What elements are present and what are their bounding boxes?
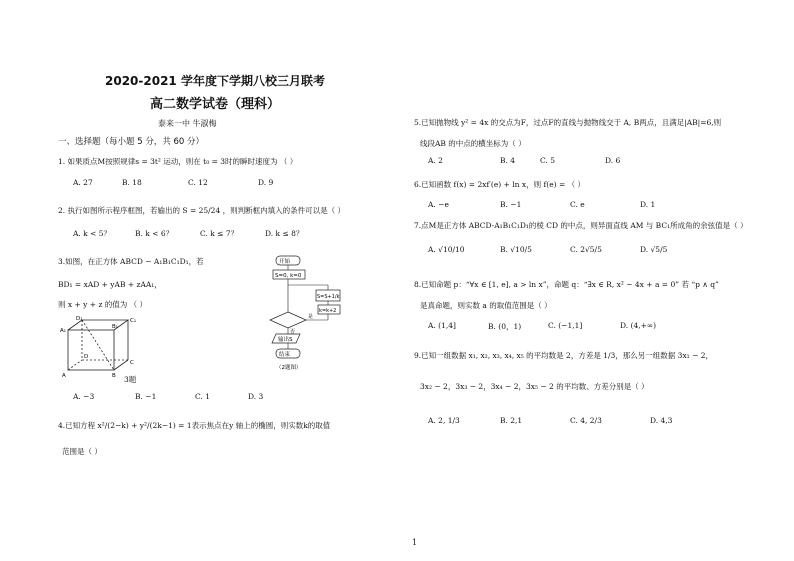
q8-option-c: C. (−1,1] bbox=[548, 321, 583, 330]
question-2: 2. 执行如图所示程序框图，若输出的 S = 25/24 ，则判断框内填入的条件可以是（ ） bbox=[58, 206, 345, 215]
cube-figure bbox=[60, 316, 140, 378]
cube-label-a: A bbox=[62, 373, 66, 378]
q5-option-b: B. 4 bbox=[500, 156, 516, 165]
question-5-line2: 线段AB 的中点的横坐标为（ ） bbox=[420, 139, 526, 148]
page-number: 1 bbox=[412, 538, 418, 547]
flow-start: 开始 bbox=[279, 259, 291, 265]
q6-option-c: C. e bbox=[570, 200, 585, 209]
exam-author: 泰来一中 牛淑梅 bbox=[158, 119, 217, 128]
q2-option-d: D. k ≤ 8？ bbox=[265, 229, 304, 238]
cube-label-a1: A₁ bbox=[60, 328, 66, 334]
q7-option-b: B. √10/5 bbox=[500, 245, 532, 254]
q6-option-d: D. 1 bbox=[640, 200, 656, 209]
q6-option-a: A. −e bbox=[428, 200, 449, 209]
flow-yes: 是 bbox=[308, 314, 314, 320]
q6-option-b: B. −1 bbox=[500, 200, 522, 209]
q9-option-c: C. 4, 2/3 bbox=[570, 416, 602, 425]
question-8-line2: 是真命题，则实数 a 的取值范围是（ ） bbox=[420, 301, 552, 310]
q5-option-a: A. 2 bbox=[428, 156, 443, 165]
flow-init: S=0, k=0 bbox=[275, 273, 302, 279]
q8-option-b: B. (0，1) bbox=[488, 322, 522, 331]
q5-option-d: D. 6 bbox=[605, 156, 621, 165]
q9-option-b: B. 2,1 bbox=[500, 416, 523, 425]
question-3-line2: BD₁ = xAD + yAB + zAA₁， bbox=[58, 280, 162, 289]
q7-option-a: A. √10/10 bbox=[428, 245, 465, 254]
flow-output: 输出S bbox=[278, 337, 293, 343]
q7-option-d: D. √5/5 bbox=[640, 245, 668, 254]
q3-option-b: B. −1 bbox=[135, 392, 157, 401]
cube-label-d: D bbox=[84, 354, 89, 360]
q9-option-d: D. 4,3 bbox=[650, 416, 673, 425]
q1-option-b: B. 18 bbox=[122, 178, 142, 187]
cube-label-b1: B₁ bbox=[112, 324, 118, 330]
q2-option-c: C. k ≤ 7？ bbox=[200, 229, 239, 238]
q7-option-c: C. 2√5/5 bbox=[570, 245, 602, 254]
question-4-line2: 范围是（ ） bbox=[62, 447, 102, 456]
q2-option-a: A. k < 5？ bbox=[73, 229, 112, 238]
q2-option-b: B. k < 6？ bbox=[135, 229, 174, 238]
cube-label-b: B bbox=[112, 373, 116, 378]
q1-option-d: D. 9 bbox=[258, 178, 274, 187]
q1-option-a: A. 27 bbox=[73, 178, 93, 187]
q9-option-a: A. 2, 1/3 bbox=[428, 416, 460, 425]
flow-update-s: S=S+1/k bbox=[317, 294, 340, 300]
exam-subtitle: 高二数学试卷（理科） bbox=[150, 97, 281, 112]
q8-option-a: A. (1,4] bbox=[428, 321, 456, 330]
question-3-line3: 则 x + y + z 的值为 （ ） bbox=[58, 300, 148, 309]
question-9-line1: 9.已知一组数据 x₁, x₂, x₃, x₄, x₅ 的平均数是 2，方差是 1/3，那么另一组数据 3x₁ − 2， bbox=[414, 351, 714, 360]
q8-option-d: D. (4,+∞) bbox=[620, 321, 657, 330]
question-3-line1: 3.如图，在正方体 ABCD − A₁B₁C₁D₁，若 bbox=[58, 257, 204, 266]
q1-option-c: C. 12 bbox=[188, 178, 208, 187]
question-4-line1: 4.已知方程 x²/(2−k) + y²/(2k−1) = 1表示焦点在y 轴上的椭圆，则实数k的取值 bbox=[58, 421, 331, 430]
cube-label-c1: C₁ bbox=[130, 318, 137, 324]
q5-option-c: C. 5 bbox=[540, 156, 556, 165]
question-8-line1: 8.已知命题 p：“∀x ∈ [1, e], a > ln x”，命题 q：“∃x ∈ R, x² − 4x + a = 0” 若 “p ∧ q” bbox=[414, 280, 719, 289]
q3-option-d: D. 3 bbox=[248, 392, 264, 401]
flow-no: 否 bbox=[290, 329, 296, 335]
exam-title: 2020-2021 学年度下学期八校三月联考 bbox=[105, 74, 325, 88]
q3-option-a: A. −3 bbox=[73, 392, 95, 401]
section-heading: 一、选择题（每小题 5 分，共 60 分） bbox=[58, 137, 205, 147]
flow-update-k: k=k+2 bbox=[319, 308, 337, 314]
question-5-line1: 5.已知抛物线 y² = 4x 的交点为F，过点F的直线与抛物线交于 A, B两点，且满足|AB|=6,则 bbox=[414, 118, 722, 127]
q3-option-c: C. 1 bbox=[195, 392, 211, 401]
flow-end: 结束 bbox=[279, 352, 291, 358]
cube-label-c: C bbox=[130, 360, 134, 366]
question-9-line2: 3x₂ − 2，3x₃ − 2，3x₄ − 2，3x₅ − 2 的平均数、方差分别是（ ） bbox=[420, 382, 649, 391]
question-7: 7.点M是正方体 ABCD-A₁B₁C₁D₁的棱 CD 的中点，则异面直线 AM 与 BC₁所成角的余弦值是（ ） bbox=[414, 221, 748, 230]
question-1: 1. 如果质点M按照规律s = 3t² 运动，则在 t₀ = 3时的瞬时速度为 （ ） bbox=[58, 157, 298, 166]
flowchart-caption: （2题图） bbox=[276, 365, 302, 371]
cube-label-d1: D₁ bbox=[76, 316, 83, 322]
question-6: 6.已知函数 f(x) = 2xf′(e) + ln x，则 f(e) = （ ） bbox=[414, 180, 586, 189]
cube-caption: 3题 bbox=[124, 375, 137, 384]
flowchart-figure bbox=[262, 254, 352, 372]
